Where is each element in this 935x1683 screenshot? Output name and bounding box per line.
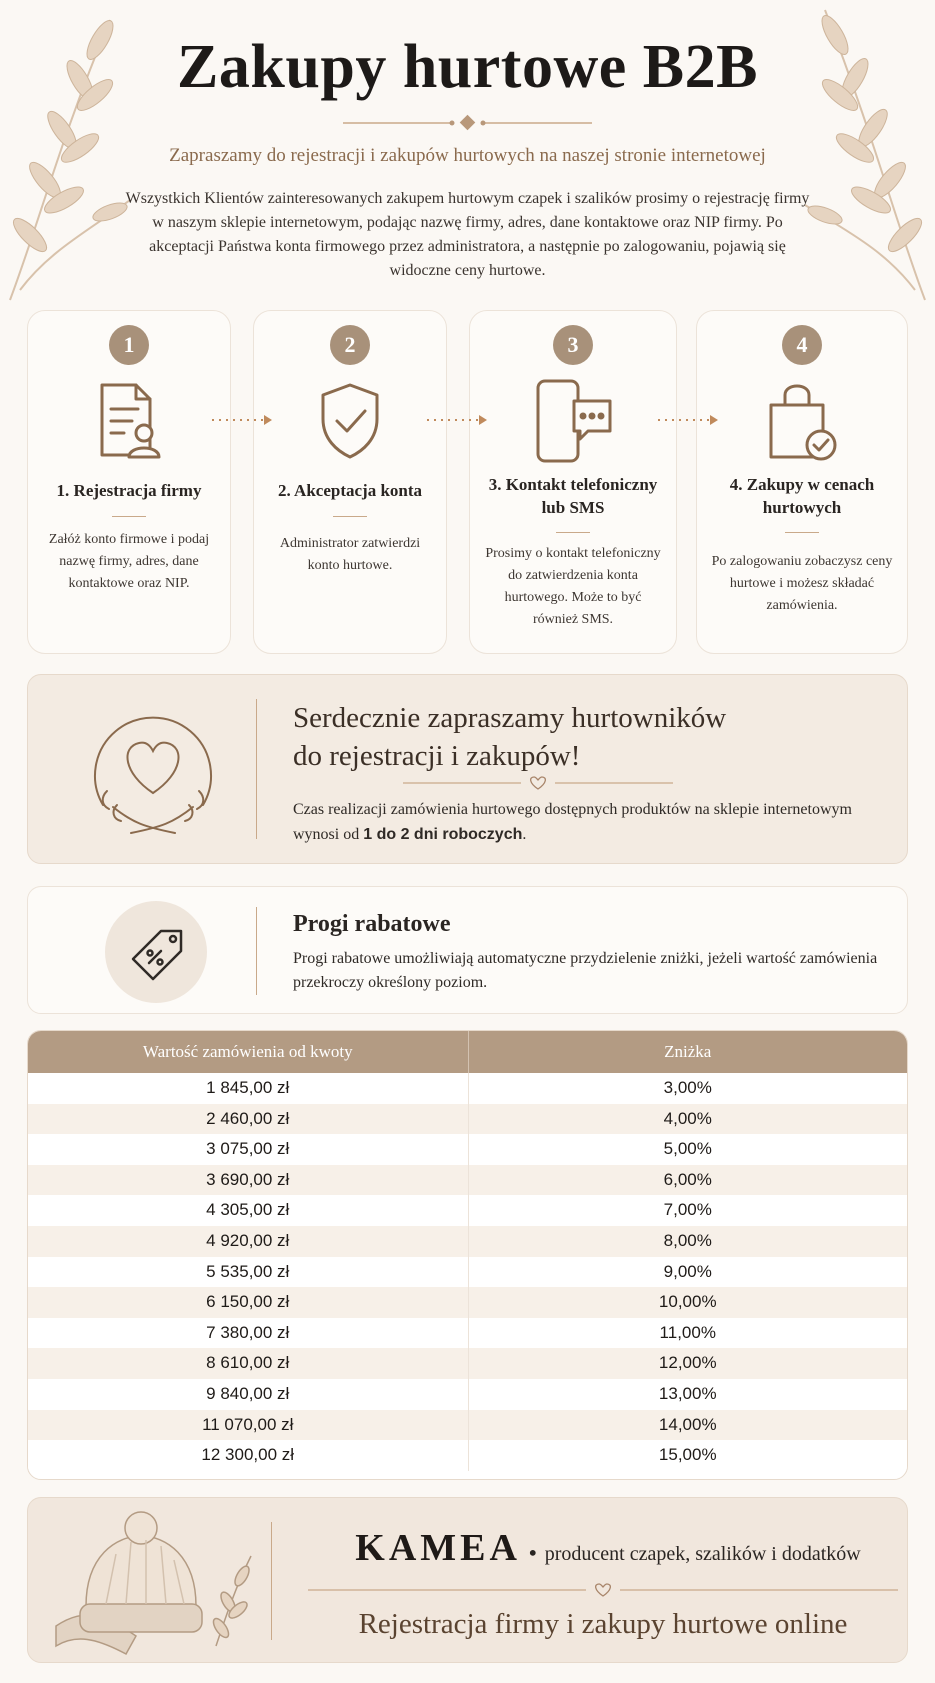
- discount-cell: 15,00%: [468, 1440, 908, 1471]
- table-row: [28, 1318, 907, 1349]
- heart-ornament-icon: [308, 1582, 898, 1598]
- step-number-badge: 3: [553, 325, 593, 365]
- brand-separator: •: [526, 1541, 539, 1565]
- table-row: [28, 1257, 907, 1288]
- amount-cell: 4 305,00 zł: [206, 1200, 290, 1220]
- footer-panel: [27, 1497, 908, 1663]
- amount-cell: 2 460,00 zł: [206, 1108, 290, 1128]
- step-divider: [785, 532, 819, 533]
- discount-cell: 9,00%: [468, 1257, 908, 1288]
- amount-cell: 4 920,00 zł: [206, 1230, 290, 1250]
- amount-cell: 5 535,00 zł: [206, 1261, 290, 1281]
- discount-cell: 8,00%: [468, 1226, 908, 1257]
- heart-ornament-icon: [403, 775, 673, 791]
- amount-cell: 11 070,00 zł: [202, 1414, 294, 1434]
- discount-title: Progi rabatowe: [293, 911, 451, 937]
- step-title: 1. Rejestracja firmy: [56, 481, 202, 500]
- step-description: Prosimy o kontakt telefoniczny do zatwierdzenia konta hurtowego. Może to być również SMS.: [485, 546, 661, 627]
- discount-cell: 10,00%: [468, 1287, 908, 1318]
- step-description: Załóż konto firmowe i podaj nazwę firmy, adres, dane kontaktowe oraz NIP.: [48, 532, 210, 591]
- invite-text-end: .: [522, 826, 527, 843]
- table-row: [28, 1134, 907, 1165]
- discount-cell: 14,00%: [468, 1410, 908, 1441]
- invite-heading-line2: do rejestracji i zakupów!: [293, 740, 581, 772]
- step-title: 3. Kontakt telefoniczny lub SMS: [488, 475, 658, 517]
- discount-table: [27, 1030, 908, 1480]
- page-title: Zakupy hurtowe B2B: [177, 33, 758, 101]
- table-row: [28, 1348, 907, 1379]
- discount-cell: 3,00%: [468, 1073, 908, 1104]
- amount-cell: 6 150,00 zł: [206, 1292, 290, 1312]
- discount-cell: 5,00%: [468, 1134, 908, 1165]
- amount-cell: 7 380,00 zł: [206, 1322, 290, 1342]
- discount-cell: 4,00%: [468, 1104, 908, 1135]
- brand-name: KAMEA: [355, 1527, 521, 1569]
- step-number-badge: 2: [330, 325, 370, 365]
- column-header-amount: Wartość zamówienia od kwoty: [142, 1042, 353, 1061]
- panel-divider: [256, 699, 257, 839]
- discount-cell: 7,00%: [468, 1195, 908, 1226]
- invite-heading-line1: Serdecznie zapraszamy hurtowników: [293, 702, 727, 734]
- discount-cell: 6,00%: [468, 1165, 908, 1196]
- shopping-bag-check-icon: [757, 377, 847, 467]
- table-row: [28, 1073, 907, 1104]
- heart-wreath-icon: [83, 695, 223, 845]
- title-ornament-icon: [0, 113, 935, 133]
- table-row: [28, 1195, 907, 1226]
- table-row: [28, 1379, 907, 1410]
- step-divider: [112, 516, 146, 517]
- step-number-badge: 1: [109, 325, 149, 365]
- step-number-badge: 4: [782, 325, 822, 365]
- amount-cell: 12 300,00 zł: [201, 1445, 295, 1465]
- step-card-1: [27, 310, 231, 654]
- step-description: Po zalogowaniu zobaczysz ceny hurtowe i możesz składać zamówienia.: [711, 554, 893, 613]
- brand-tagline: producent czapek, szalików i dodatków: [544, 1543, 861, 1565]
- invite-text: [293, 797, 873, 847]
- subtitle: Zapraszamy do rejestracji i zakupów hurtowych na naszej stronie internetowej: [169, 145, 766, 166]
- shield-check-icon: [305, 377, 395, 467]
- intro-text: Wszystkich Klientów zainteresowanych zakupem hurtowym czapek i szalików prosimy o rejestrację firmy w naszym sklepie internetowym, podając nazwę firmy, adres, dane kontaktowe oraz NIP firmy. Po akceptacji Państwa konta firmowego przez administratora, a następnie po zalogowaniu, pojawią się widoczne ceny hurtowe.: [125, 190, 810, 279]
- step-description: Administrator zatwierdzi konto hurtowe.: [279, 536, 421, 573]
- invite-heading: [293, 699, 853, 775]
- table-body: [28, 1073, 907, 1479]
- step-card-3: [469, 310, 677, 654]
- percent-tag-icon: [105, 901, 207, 1003]
- delivery-time-highlight: 1 do 2 dni roboczych: [363, 826, 523, 843]
- step-divider: [333, 516, 367, 517]
- step-card-4: [696, 310, 908, 654]
- panel-divider: [256, 907, 257, 995]
- step-divider: [556, 532, 590, 533]
- table-row: [28, 1410, 907, 1441]
- footer-cta: Rejestracja firmy i zakupy hurtowe online: [358, 1608, 848, 1640]
- table-row: [28, 1287, 907, 1318]
- brand-line: [328, 1526, 888, 1570]
- dotted-arrow-icon: [210, 412, 276, 428]
- table-row: [28, 1104, 907, 1135]
- amount-cell: 3 690,00 zł: [206, 1169, 290, 1189]
- step-title: 2. Akceptacja konta: [277, 481, 423, 500]
- discount-panel: [27, 886, 908, 1014]
- document-user-icon: [84, 377, 174, 467]
- discount-cell: 13,00%: [468, 1379, 908, 1410]
- dotted-arrow-icon: [656, 412, 722, 428]
- dotted-arrow-icon: [425, 412, 491, 428]
- step-title: 4. Zakupy w cenach hurtowych: [729, 475, 875, 517]
- column-header-discount: Zniżka: [468, 1031, 908, 1073]
- panel-divider: [271, 1522, 272, 1640]
- amount-cell: 9 840,00 zł: [206, 1383, 290, 1403]
- table-row: [28, 1226, 907, 1257]
- table-header: [28, 1031, 907, 1073]
- step-card-2: [253, 310, 447, 654]
- amount-cell: 3 075,00 zł: [206, 1139, 290, 1159]
- discount-cell: 11,00%: [468, 1318, 908, 1349]
- table-row: [28, 1165, 907, 1196]
- table-row: [28, 1440, 907, 1471]
- tag-circle: [105, 901, 207, 1003]
- invite-text-start: Czas realizacji zamówienia hurtowego dostępnych produktów na sklepie internetowym wynosi od: [293, 801, 852, 843]
- amount-cell: 1 845,00 zł: [206, 1078, 290, 1097]
- discount-text: Progi rabatowe umożliwiają automatyczne przydzielenie zniżki, jeżeli wartość zamówienia przekroczy określony poziom.: [293, 950, 878, 991]
- knit-hat-scarf-icon: [46, 1506, 266, 1656]
- invite-panel: [27, 674, 908, 864]
- discount-cell: 12,00%: [468, 1348, 908, 1379]
- amount-cell: 8 610,00 zł: [206, 1353, 290, 1373]
- phone-chat-icon: [528, 377, 618, 467]
